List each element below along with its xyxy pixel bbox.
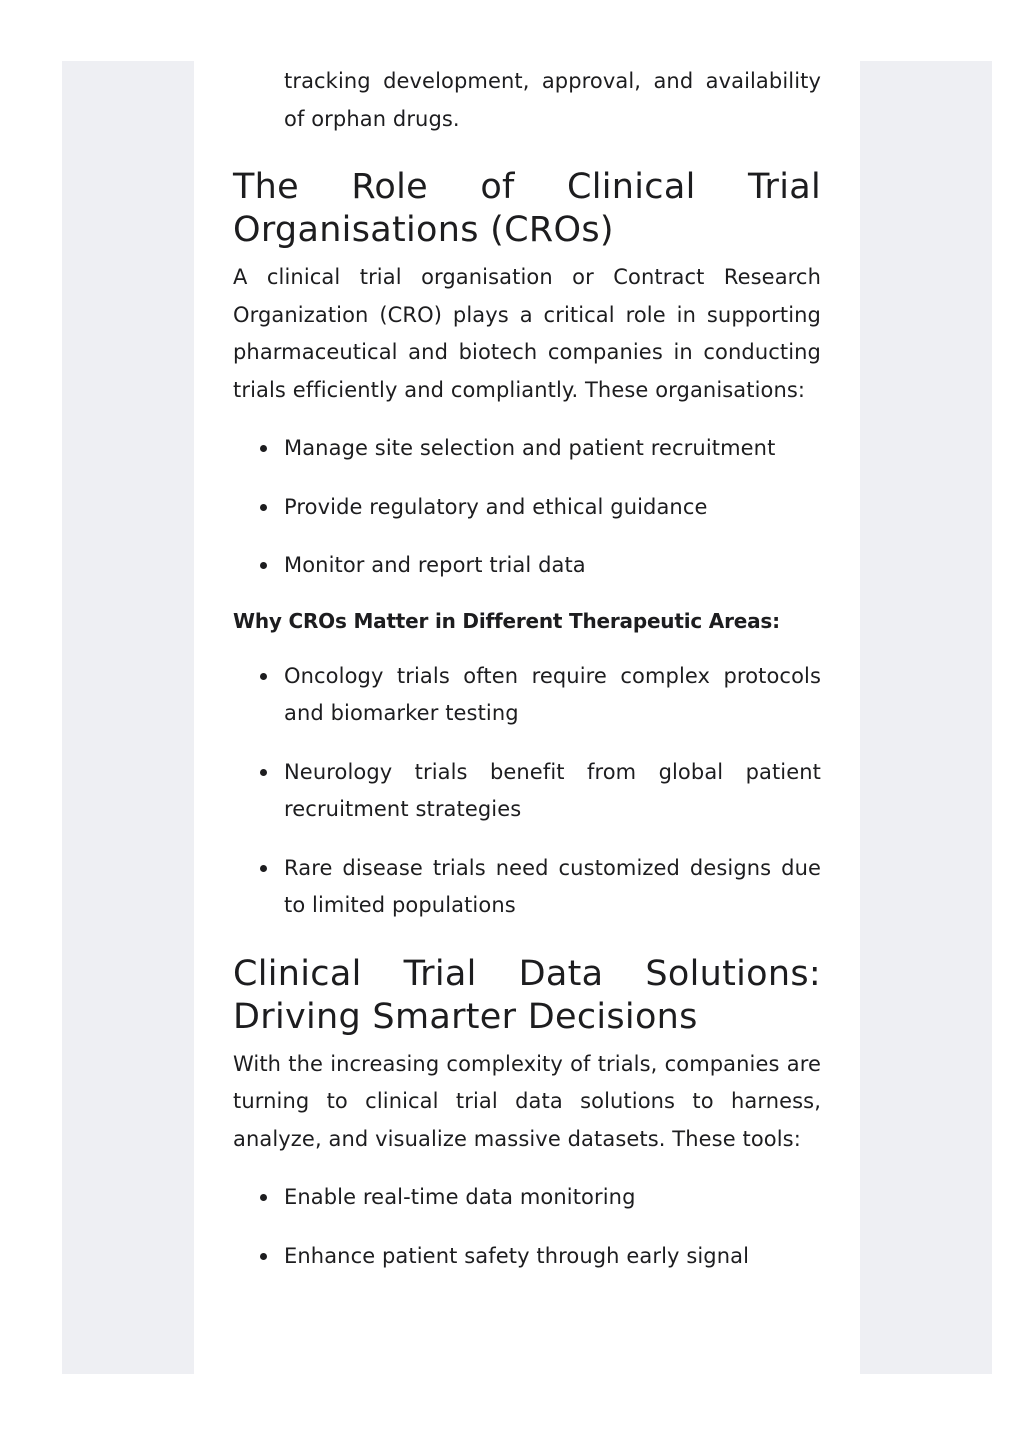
intro-continuation-text: tracking development, approval, and availability of orphan drugs. [284, 69, 821, 131]
list-item: Enable real-time data monitoring [233, 1179, 821, 1217]
cros-bullet-list [233, 430, 821, 585]
section-heading-data-solutions: Clinical Trial Data Solutions: Driving Smarter Decisions [233, 953, 821, 1037]
page-frame [62, 61, 992, 1374]
list-item: Rare disease trials need customized designs due to limited populations [233, 850, 821, 925]
section-heading-cros: The Role of Clinical Trial Organisations (CROs) [233, 167, 821, 250]
list-item: Neurology trials benefit from global patient recruitment strategies [233, 754, 821, 829]
therapeutic-areas-list [233, 658, 821, 925]
list-item: Oncology trials often require complex protocols and biomarker testing [233, 658, 821, 733]
cros-paragraph: A clinical trial organisation or Contract Research Organization (CRO) plays a critical role in supporting pharmaceutical and biotech companies in conducting trials efficiently and compliantly. These organisations: [233, 265, 821, 402]
list-item: Manage site selection and patient recruitment [233, 430, 821, 468]
list-item: Enhance patient safety through early signal [233, 1238, 821, 1276]
article-content [233, 61, 821, 1296]
data-solutions-bullet-list [233, 1179, 821, 1275]
data-solutions-paragraph: With the increasing complexity of trials, companies are turning to clinical trial data solutions to harness, analyze, and visualize massive datasets. These tools: [233, 1051, 821, 1151]
list-item: Provide regulatory and ethical guidance [233, 489, 821, 527]
list-item: Monitor and report trial data [233, 547, 821, 585]
article-column [194, 61, 860, 1374]
therapeutic-areas-subheading: Why CROs Matter in Different Therapeutic Areas: [233, 608, 780, 633]
